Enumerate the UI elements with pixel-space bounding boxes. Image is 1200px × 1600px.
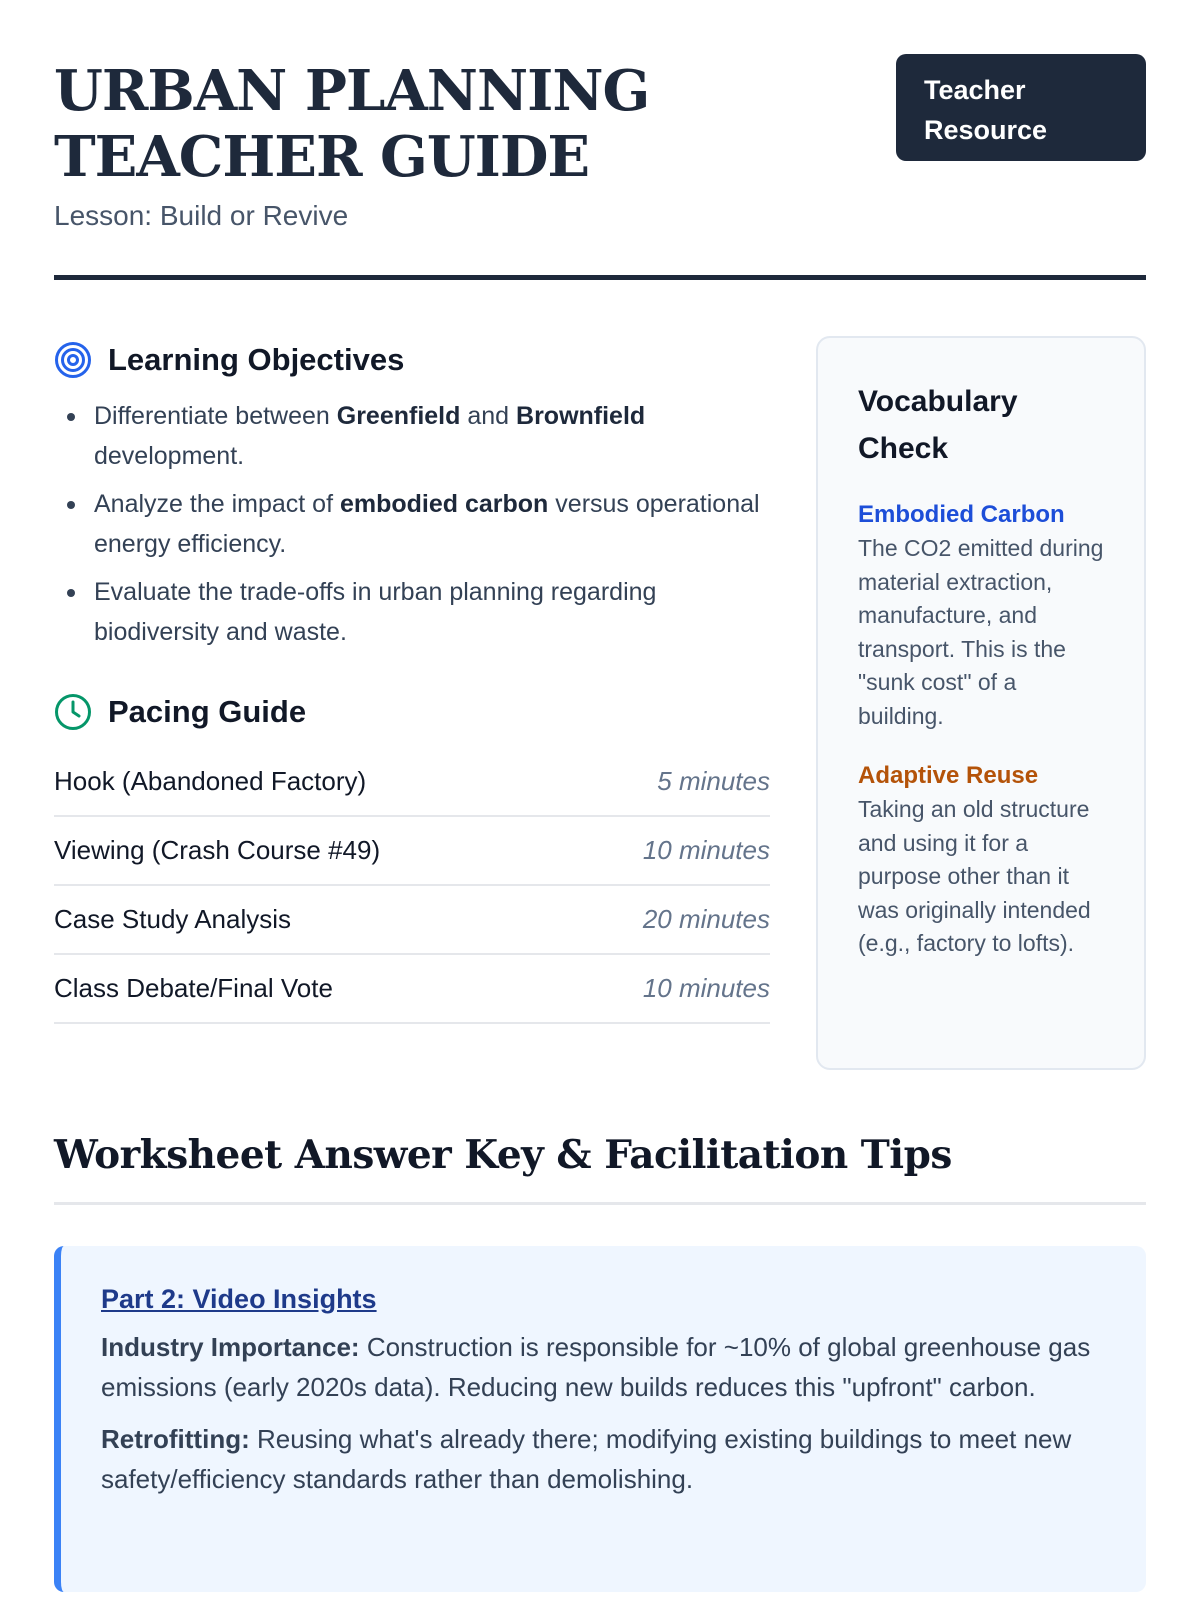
insight-text: Reusing what's already there; modifying existing buildings to meet new safety/efficiency standards rather than demolishing. [101, 1424, 1072, 1494]
badge-line-2: Resource [924, 115, 1048, 145]
objectives-heading [54, 338, 770, 382]
pacing-duration: 10 minutes [642, 835, 770, 865]
vocab-term-definition: Taking an old structure and using it for a purpose other than it was originally intended (e.g., factory to lofts). [858, 796, 1091, 956]
objective-item: Analyze the impact of embodied carbon versus operational energy efficiency. [54, 484, 770, 564]
pacing-activity: Class Debate/Final Vote [54, 973, 333, 1003]
pacing-table [54, 748, 770, 1024]
badge-line-1: Teacher [924, 75, 1026, 105]
pacing-activity: Hook (Abandoned Factory) [54, 766, 367, 796]
pacing-duration: 20 minutes [642, 904, 770, 934]
pacing-row [54, 955, 770, 1024]
vocabulary-title: Vocabulary Check [858, 385, 1018, 465]
main-columns [54, 280, 1146, 1070]
pacing-heading-label: Pacing Guide [108, 694, 307, 729]
video-insights-callout [54, 1246, 1146, 1592]
lesson-subtitle: Lesson: Build or Revive [54, 200, 349, 231]
clock-icon [54, 693, 92, 731]
pacing-duration: 10 minutes [642, 973, 770, 1003]
insight-paragraph [101, 1327, 1106, 1407]
pacing-row [54, 817, 770, 886]
objective-item: Differentiate between Greenfield and Brownfield development. [54, 396, 770, 476]
vocab-term [858, 759, 1104, 961]
vocab-term-name: Embodied Carbon [858, 501, 1065, 528]
insight-paragraph [101, 1419, 1106, 1499]
teacher-resource-badge [896, 54, 1146, 161]
left-column [54, 338, 770, 1024]
pacing-activity: Case Study Analysis [54, 904, 292, 934]
vocab-term-definition: The CO2 emitted during material extraction, manufacture, and transport. This is the "sunk cost" of a building. [858, 535, 1104, 729]
objectives-list [54, 396, 770, 652]
pacing-duration: 5 minutes [657, 766, 770, 796]
page-title: URBAN PLANNING TEACHER GUIDE [54, 58, 650, 190]
vocabulary-card [816, 336, 1146, 1070]
insight-label: Industry Importance: [101, 1332, 360, 1362]
insight-label: Retrofitting: [101, 1424, 250, 1454]
page-header [54, 0, 1146, 280]
insight-text: Construction is responsible for ~10% of global greenhouse gas emissions (early 2020s data). Reducing new builds reduces this "upfront" carbon. [101, 1332, 1091, 1402]
pacing-activity: Viewing (Crash Course #49) [54, 835, 381, 865]
vocab-term [858, 498, 1104, 733]
worksheet-section-title: Worksheet Answer Key & Facilitation Tips [54, 1132, 1146, 1205]
vocab-term-name: Adaptive Reuse [858, 762, 1039, 789]
objective-item: Evaluate the trade-offs in urban planning regarding biodiversity and waste. [54, 572, 770, 652]
pacing-heading [54, 690, 770, 734]
objectives-heading-label: Learning Objectives [108, 342, 405, 377]
pacing-row [54, 886, 770, 955]
pacing-row [54, 748, 770, 817]
callout-title-link[interactable]: Part 2: Video Insights [101, 1284, 377, 1314]
target-icon [54, 341, 92, 379]
